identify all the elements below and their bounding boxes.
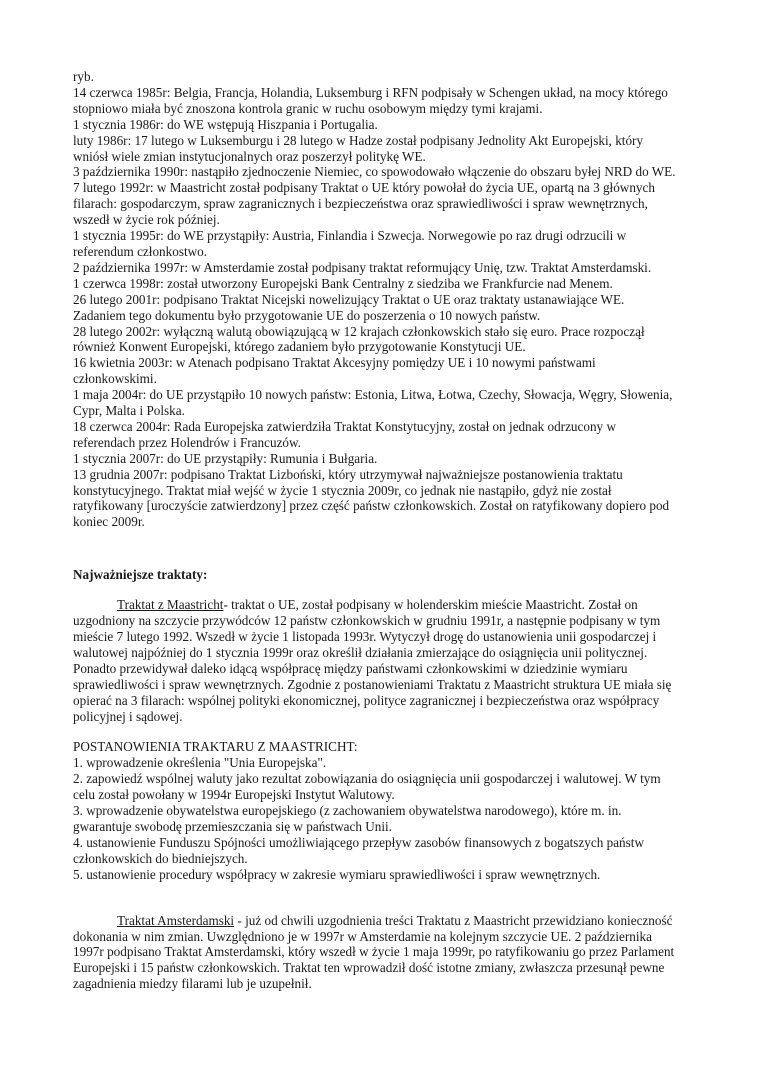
- section-heading: Najważniejsze traktaty:: [73, 567, 208, 583]
- amsterdam-paragraph: [73, 913, 693, 993]
- timeline-line: 2 października 1997r: w Amsterdamie został podpisany traktat reformujący Unię, tzw. Traktat Amsterdamski.: [73, 259, 652, 275]
- postanowienia-line: gwarantuje swobodę przemieszczania się w państwach Unii.: [73, 818, 392, 834]
- postanowienia-line: 2. zapowiedź wspólnej waluty jako rezultat zobowiązania do osiągnięcia unii gospodarczej i walutowej. W tym: [73, 771, 661, 787]
- timeline-entry: [73, 180, 693, 228]
- timeline-line: 7 lutego 1992r: w Maastricht został podpisany Traktat o UE który powołał do życia UE, opartą na 3 głównych: [73, 180, 655, 196]
- paragraph-line: dokonania w nim zmian. Uwzględniono je w 1997r w Amsterdamie na kolejnym szczycie UE. 2 października: [73, 928, 652, 944]
- timeline-entry: [73, 387, 693, 419]
- postanowienia-item: [73, 771, 693, 803]
- timeline-line: luty 1986r: 17 lutego w Luksemburgu i 28 lutego w Hadze został podpisany Jednolity Akt Europejski, który: [73, 132, 644, 148]
- postanowienia-line: członkowskich do biedniejszych.: [73, 850, 248, 866]
- timeline-entry: [73, 85, 693, 117]
- timeline-entry: [73, 260, 693, 276]
- timeline-line: ryb.: [73, 69, 94, 84]
- paragraph-line: opierać na 3 filarach: wspólnej polityki ekonomicznej, polityce zagranicznej i bezpieczeństwa oraz współpracy: [73, 692, 660, 708]
- postanowienia-section: [73, 739, 693, 882]
- timeline-line: wniósł wiele zmian instytucjonalnych oraz poszerzył politykę WE.: [73, 148, 426, 164]
- postanowienia-line: 1. wprowadzenie określenia "Unia Europejska".: [73, 755, 327, 771]
- maastricht-first-rest: - traktat o UE, został podpisany w holenderskim mieście Maastricht. Został on: [223, 597, 638, 613]
- timeline-entry: [73, 117, 693, 133]
- paragraph-line: uzgodniony na szczycie przywódców 12 państw członkowskich w grudniu 1991r, a następnie podpisany w tym: [73, 613, 661, 629]
- postanowienia-item: [73, 835, 693, 867]
- postanowienia-line: 3. wprowadzenie obywatelstwa europejskiego (z zachowaniem obywatelstwa narodowego), które m. in.: [73, 803, 622, 819]
- paragraph-line: Europejski i 15 państw członkowskich. Traktat ten wprowadził dość istotne zmiany, zwłaszcza przesunął pewne: [73, 960, 665, 976]
- timeline-line: 13 grudnia 2007r: podpisano Traktat Lizboński, który utrzymywał najważniejsze postanowienia traktatu: [73, 466, 623, 482]
- paragraph-line: 1997r podpisano Traktat Amsterdamski, który wszedł w życie 1 maja 1999r, po ratyfikowaniu go przez Parlament: [73, 944, 675, 960]
- timeline-line: ratyfikowany [uroczyście zatwierdzony] przez część państw członkowskich. Został on ratyfikowany dopiero pod: [73, 498, 670, 514]
- timeline-entry: [73, 467, 693, 531]
- document-page: [73, 69, 693, 992]
- postanowienia-line: 5. ustanowienie procedury współpracy w zakresie wymiaru sprawiedliwości i spraw wewnętrznych.: [73, 866, 601, 882]
- timeline-line: Zadaniem tego dokumentu było przygotowanie UE do poszerzenia o 10 nowych państw.: [73, 307, 541, 323]
- paragraph-line: sprawiedliwości i spraw wewnętrznych. Zgodnie z postanowieniami Traktatu z Maastricht struktura UE miała się: [73, 676, 672, 692]
- timeline-entry: [73, 355, 693, 387]
- paragraph-line: policyjnej i sądowej.: [73, 708, 183, 724]
- amsterdam-first-line: [73, 913, 693, 929]
- paragraph-line: Ponadto przewidywał daleko idącą współpracę między państwami członkowskimi w dziedzinie wymiaru: [73, 660, 628, 676]
- timeline-line: referendach przez Holendrów i Francuzów.: [73, 434, 301, 450]
- timeline-line: 3 października 1990r: nastąpiło zjednoczenie Niemiec, co spowodowało włączenie do obszaru byłej NRD do WE.: [73, 164, 676, 180]
- postanowienia-item: [73, 867, 693, 883]
- timeline-entry: [73, 324, 693, 356]
- timeline-entry: [73, 451, 693, 467]
- timeline-entry: [73, 228, 693, 260]
- paragraph-line: mieście 7 lutego 1992. Wszedł w życie 1 listopada 1993r. Wytyczył drogę do ustanowienia unii gospodarczej i: [73, 629, 657, 644]
- postanowienia-line: celu został powołany w 1994r Europejski Instytut Walutowy.: [73, 787, 395, 803]
- maastricht-first-line: [73, 597, 693, 613]
- maastricht-paragraph: [73, 597, 693, 724]
- timeline-line: 28 lutego 2002r: wyłączną walutą obowiązującą w 12 krajach członkowskich stało się euro. Prace rozpoczął: [73, 323, 645, 339]
- timeline-line: konstytucyjnego. Traktat miał wejść w życie 1 stycznia 2009r, co jednak nie nastąpiło, gdyż nie został: [73, 482, 612, 498]
- timeline-line: 14 czerwca 1985r: Belgia, Francja, Holandia, Luksemburg i RFN podpisały w Schengen układ, na mocy którego: [73, 84, 668, 100]
- timeline-line: Cypr, Malta i Polska.: [73, 403, 185, 419]
- timeline-entry: [73, 292, 693, 324]
- paragraph-line: zagadnienia miedzy filarami lub je uzupełnił.: [73, 976, 312, 992]
- timeline-entry: [73, 419, 693, 451]
- timeline-list: [73, 69, 693, 530]
- timeline-line: filarach: gospodarczym, spraw zagranicznych i bezpieczeństwa oraz sprawiedliwości i spraw wewnętrznych,: [73, 196, 648, 212]
- amsterdam-first-rest: - już od chwili uzgodnienia treści Traktatu z Maastricht przewidziano konieczność: [234, 912, 673, 928]
- timeline-line: 1 czerwca 1998r: został utworzony Europejski Bank Centralny z siedziba we Frankfurcie nad Menem.: [73, 275, 613, 291]
- timeline-entry: [73, 276, 693, 292]
- timeline-line: 16 kwietnia 2003r: w Atenach podpisano Traktat Akcesyjny pomiędzy UE i 10 nowymi państwami: [73, 355, 596, 371]
- timeline-line: 1 stycznia 2007r: do UE przystąpiły: Rumunia i Bułgaria.: [73, 450, 378, 466]
- timeline-entry: [73, 69, 693, 85]
- timeline-line: referendum członkostwo.: [73, 243, 208, 259]
- timeline-entry: [73, 133, 693, 165]
- maastricht-link[interactable]: Traktat z Maastricht: [117, 597, 224, 613]
- postanowienia-item: [73, 755, 693, 771]
- timeline-line: stopniowo miała być znoszona kontrola granic w ruchu osobowym między tymi krajami.: [73, 100, 543, 116]
- postanowienia-list: [73, 755, 693, 882]
- amsterdam-link[interactable]: Traktat Amsterdamski: [117, 912, 235, 928]
- timeline-line: 1 stycznia 1995r: do WE przystąpiły: Austria, Finlandia i Szwecja. Norwegowie po raz drugi odrzucili w: [73, 228, 627, 244]
- timeline-line: 26 lutego 2001r: podpisano Traktat Nicejski nowelizujący Traktat o UE oraz traktaty ustanawiające WE.: [73, 291, 625, 307]
- timeline-line: koniec 2009r.: [73, 514, 145, 530]
- paragraph-line: walutowej najpóźniej do 1 stycznia 1999r oraz określił działania zmierzające do osiągnięcia unii politycznej.: [73, 644, 648, 660]
- timeline-entry: [73, 164, 693, 180]
- timeline-line: członkowskimi.: [73, 371, 157, 387]
- timeline-line: 18 czerwca 2004r: Rada Europejska zatwierdziła Traktat Konstytucyjny, został on jednak odrzucony w: [73, 418, 616, 434]
- postanowienia-item: [73, 803, 693, 835]
- timeline-line: również Konwent Europejski, którego zadaniem było przygotowanie Konstytucji UE.: [73, 339, 526, 355]
- postanowienia-title: POSTANOWIENIA TRAKTARU Z MAASTRICHT:: [73, 739, 358, 755]
- timeline-line: 1 stycznia 1986r: do WE wstępują Hiszpania i Portugalia.: [73, 116, 378, 132]
- postanowienia-line: 4. ustanowienie Funduszu Spójności umożliwiającego przepływ zasobów finansowych z bogatszych państw: [73, 834, 644, 850]
- timeline-line: 1 maja 2004r: do UE przystąpiło 10 nowych państw: Estonia, Litwa, Łotwa, Czechy, Słowacja, Węgry, Słowenia,: [73, 387, 673, 403]
- timeline-line: wszedł w życie rok później.: [73, 212, 220, 228]
